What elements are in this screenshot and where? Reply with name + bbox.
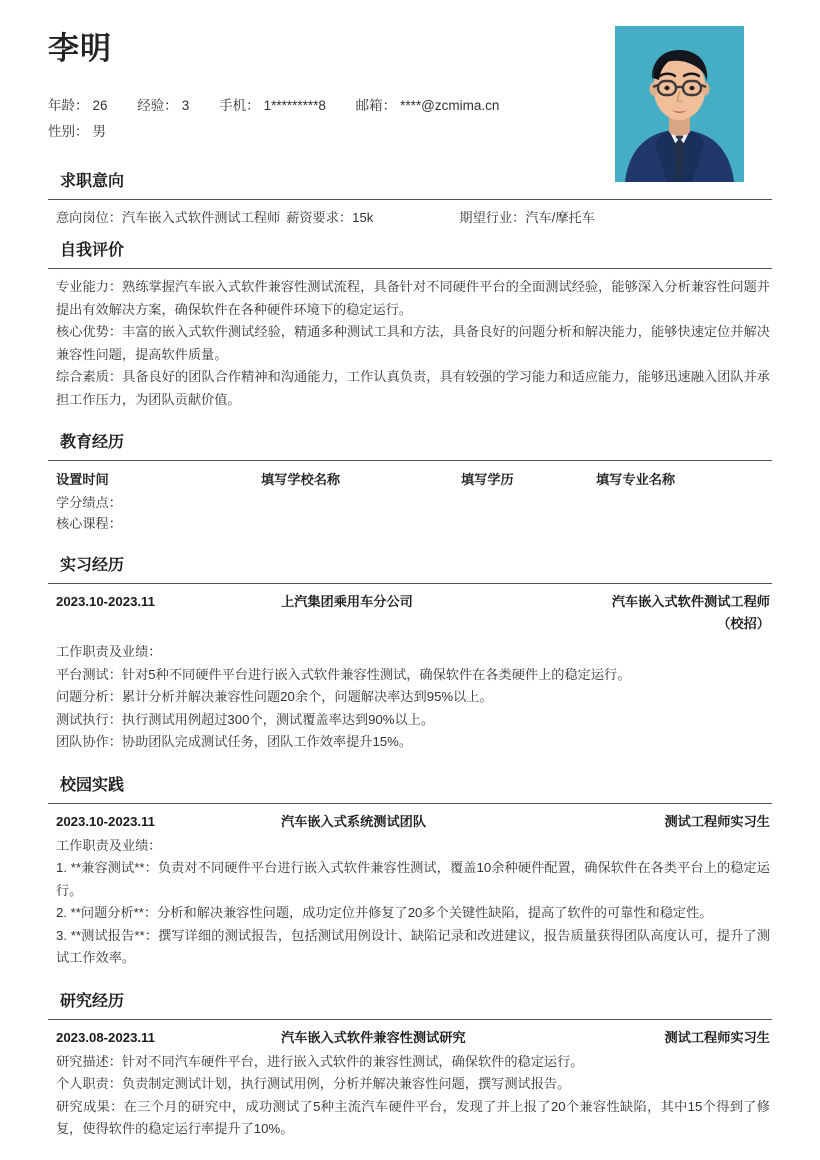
campus-detail-line: 1. **兼容测试**：负责对不同硬件平台进行嵌入式软件兼容性测试，覆盖10余种硬件配置，确保软件在各类平台上的稳定运行。 [56, 860, 770, 898]
section-body-internship [48, 591, 772, 754]
education-courses-label: 核心课程： [56, 516, 122, 531]
intent-position-label: 意向岗位： [56, 210, 122, 225]
intent-industry [459, 207, 595, 229]
campus-date: 2023.10-2023.11 [56, 813, 156, 829]
research-date: 2023.08-2023.11 [56, 1029, 156, 1045]
education-column-time: 设置时间 [56, 472, 109, 487]
section-title-campus-practice: 校园实践 [60, 776, 125, 794]
section-title-education: 教育经历 [60, 434, 125, 451]
intent-salary-value: 15k [352, 210, 374, 225]
section-title-job-intent: 求职意向 [60, 173, 125, 190]
profile-field-age [48, 93, 108, 119]
campus-detail-line: 工作职责及业绩： [56, 837, 162, 853]
campus-detail-line: 2. **问题分析**：分析和解决兼容性问题，成功定位并修复了20多个关键性缺陷，提高了软件的可靠性和稳定性。 [56, 905, 713, 920]
intent-position [56, 207, 280, 229]
campus-details [56, 835, 770, 970]
education-gpa-label: 学分绩点： [56, 495, 122, 510]
campus-role: 测试工程师实习生 [664, 813, 770, 829]
research-topic: 汽车嵌入式软件兼容性测试研究 [281, 1029, 466, 1045]
evaluation-paragraph: 专业能力：熟练掌握汽车嵌入式软件兼容性测试流程，具备针对不同硬件平台的全面测试经验，能够深入分析兼容性问题并提出有效解决方案，确保软件在各种硬件环境下的稳定运行。 [56, 279, 770, 317]
education-column-school: 填写学校名称 [261, 472, 341, 487]
profile-field-experience-value: 3 [181, 98, 190, 114]
research-detail-line: 研究成果：在三个月的研究中，成功测试了5种主流汽车硬件平台，发现了并上报了20个兼容性缺陷，其中15个得到了修复，使得软件的稳定运行率提升了10%。 [56, 1098, 770, 1136]
job-intent-row [56, 207, 770, 229]
intent-industry-value: 汽车/摩托车 [525, 210, 595, 225]
profile-field-email-value: ****@zcmima.cn [400, 98, 500, 114]
section-body-self-evaluation [48, 276, 772, 411]
profile-field-experience-label: 经验： [137, 98, 178, 114]
page-title: 李明 [48, 31, 112, 66]
education-table-header [56, 468, 770, 492]
section-self-evaluation [48, 235, 772, 411]
internship-detail-line: 问题分析：累计分析并解决兼容性问题20余个，问题解决率达到95%以上。 [56, 689, 493, 704]
internship-role-line2: （校招） [717, 616, 770, 631]
profile-field-phone [219, 93, 326, 119]
research-entry-header [56, 1027, 770, 1049]
section-education [48, 427, 772, 534]
internship-date: 2023.10-2023.11 [56, 594, 156, 609]
section-title-self-evaluation: 自我评价 [60, 242, 125, 259]
evaluation-paragraph: 核心优势：丰富的嵌入式软件测试经验，精通多种测试工具和方法，具备良好的问题分析和解决能力，能够快速定位并解决兼容性问题，提高软件质量。 [56, 324, 770, 362]
profile-field-experience [137, 93, 189, 119]
internship-details [56, 641, 770, 754]
intent-salary [286, 207, 373, 229]
campus-organization: 汽车嵌入式系统测试团队 [281, 813, 427, 829]
section-internship [48, 550, 772, 754]
section-body-campus-practice [48, 811, 772, 970]
resume-header [48, 0, 772, 160]
intent-position-value: 汽车嵌入式软件测试工程师 [121, 210, 281, 225]
section-campus-practice [48, 770, 772, 970]
evaluation-paragraph: 综合素质：具备良好的团队合作精神和沟通能力，工作认真负责，具有较强的学习能力和适应能力，能够迅速融入团队并承担工作压力，为团队贡献价值。 [56, 369, 770, 407]
section-divider [48, 803, 772, 804]
section-title-research: 研究经历 [60, 992, 125, 1010]
section-divider [48, 199, 772, 200]
campus-entry-header [56, 811, 770, 833]
profile-field-gender [48, 119, 106, 145]
profile-field-phone-label: 手机： [219, 98, 260, 114]
education-column-degree: 填写学历 [461, 472, 514, 487]
intent-salary-label: 薪资要求： [286, 210, 353, 225]
internship-detail-line: 工作职责及业绩： [56, 644, 162, 659]
research-detail-line: 研究描述：针对不同汽车硬件平台，进行嵌入式软件的兼容性测试，确保软件的稳定运行。 [56, 1053, 584, 1069]
section-divider [48, 1019, 772, 1020]
intent-industry-label: 期望行业： [459, 210, 526, 225]
section-divider [48, 268, 772, 269]
internship-role [590, 591, 770, 635]
profile-field-age-label: 年龄： [48, 98, 89, 114]
portrait-photo-icon [615, 26, 744, 182]
education-column-major: 填写专业名称 [596, 472, 676, 487]
internship-role-line1: 汽车嵌入式软件测试工程师 [611, 594, 770, 609]
section-title-internship: 实习经历 [60, 557, 125, 574]
profile-field-phone-value: 1*********8 [263, 98, 326, 114]
avatar [615, 26, 744, 182]
profile-field-age-value: 26 [92, 98, 108, 114]
section-body-job-intent [48, 207, 772, 229]
section-divider [48, 583, 772, 584]
profile-field-email [356, 93, 500, 119]
section-body-education [48, 468, 772, 534]
internship-detail-line: 平台测试：针对5种不同硬件平台进行嵌入式软件兼容性测试，确保软件在各类硬件上的稳定运行。 [56, 666, 631, 682]
internship-entry-header [56, 591, 770, 635]
internship-organization: 上汽集团乘用车分公司 [281, 594, 413, 609]
research-details [56, 1051, 770, 1141]
profile-field-email-label: 邮箱： [355, 98, 397, 114]
section-divider [48, 460, 772, 461]
campus-detail-line: 3. **测试报告**：撰写详细的测试报告，包括测试用例设计、缺陷记录和改进建议，报告质量获得团队高度认可，提升了测试工作效率。 [56, 927, 770, 965]
research-role: 测试工程师实习生 [664, 1029, 770, 1045]
profile-field-gender-value: 男 [92, 124, 106, 140]
internship-detail-line: 团队协作：协助团队完成测试任务，团队工作效率提升15%。 [56, 734, 413, 749]
section-body-research [48, 1027, 772, 1141]
research-detail-line: 个人职责：负责制定测试计划，执行测试用例，分析并解决兼容性问题，撰写测试报告。 [56, 1076, 571, 1091]
profile-field-gender-label: 性别： [48, 124, 89, 140]
section-research [48, 986, 772, 1141]
internship-detail-line: 测试执行：执行测试用例超过300个，测试覆盖率达到90%以上。 [56, 711, 435, 727]
